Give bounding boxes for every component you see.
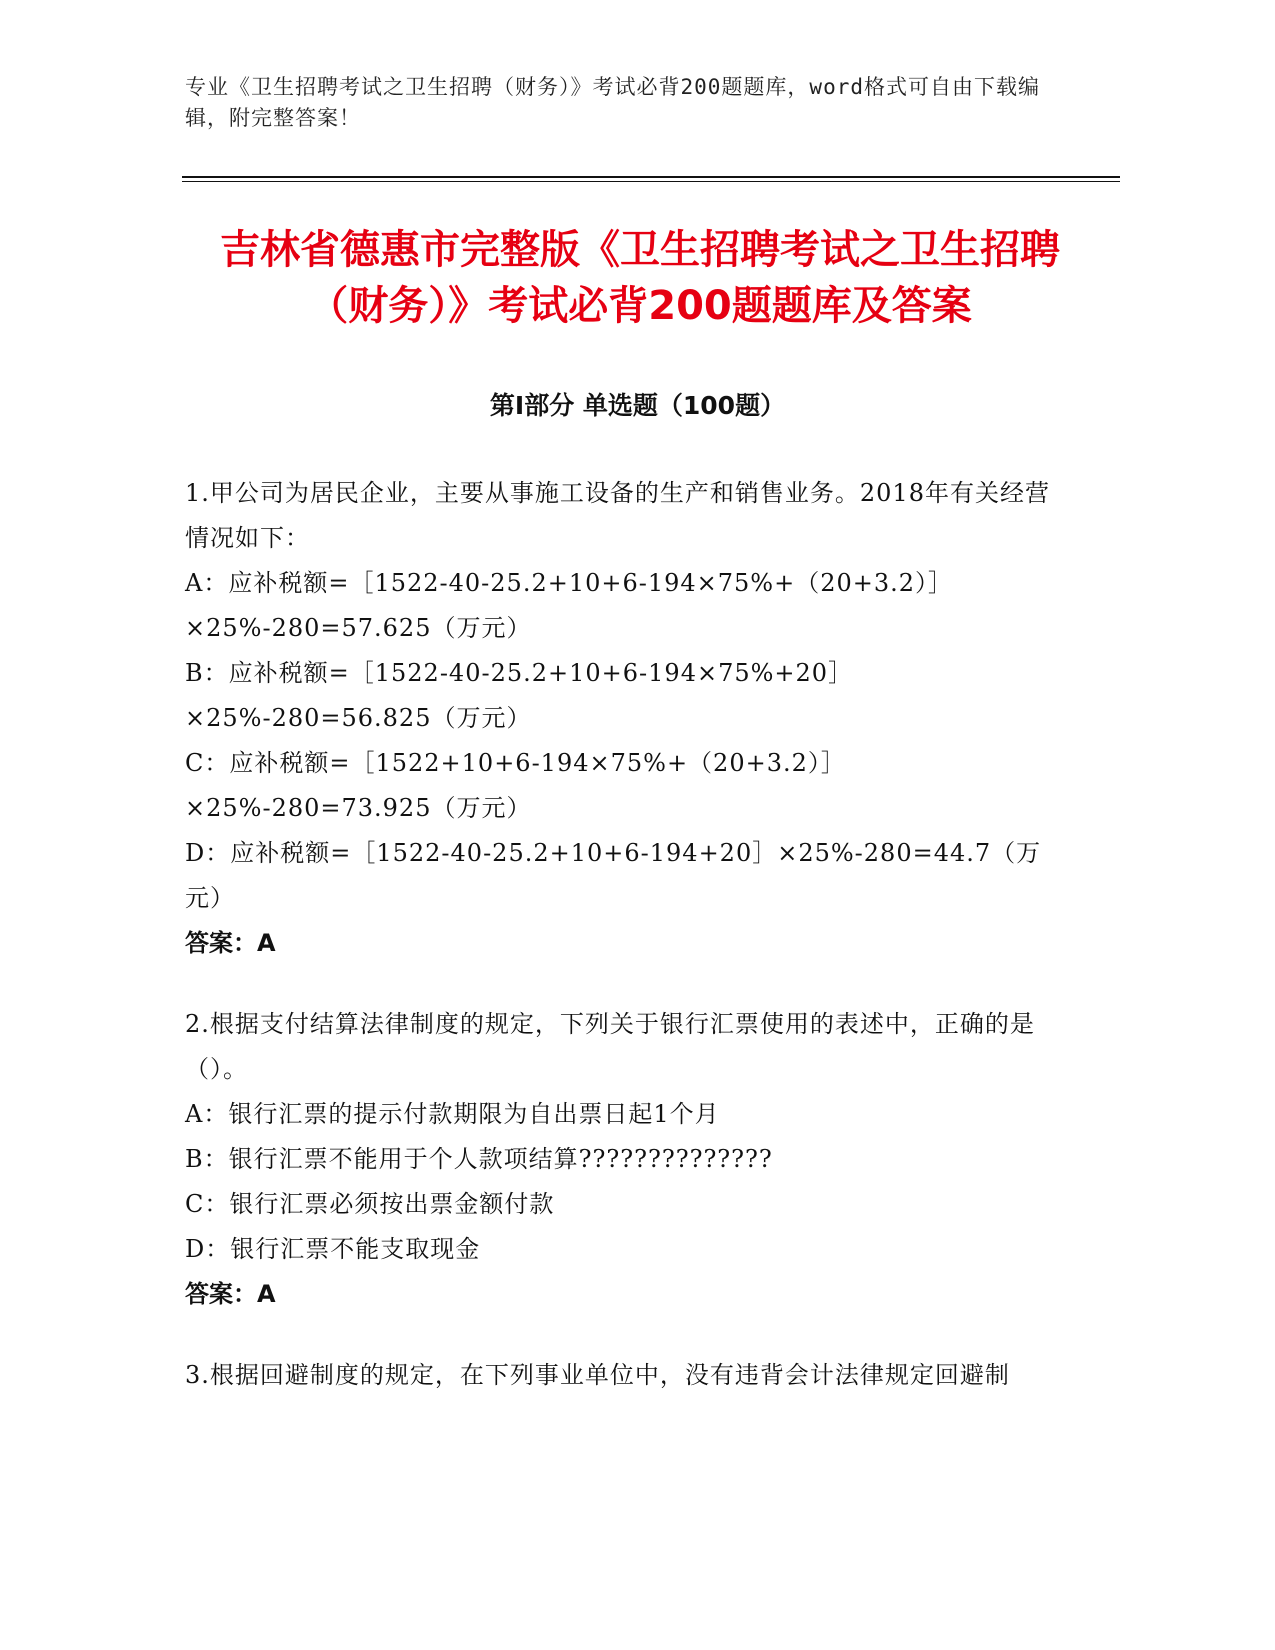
question-2 <box>185 1002 1065 1317</box>
question-list <box>185 471 1065 1434</box>
question-3 <box>185 1353 1065 1398</box>
option-a: A：银行汇票的提示付款期限为自出票日起1个月 <box>185 1100 720 1128</box>
header-note: 专业《卫生招聘考试之卫生招聘（财务）》考试必背200题题库，word格式可自由下载编辑，附完整答案！ <box>185 75 1040 130</box>
header-rule-thick <box>182 176 1120 178</box>
question-stem: 2.根据支付结算法律制度的规定，下列关于银行汇票使用的表述中，正确的是（）。 <box>185 1010 1035 1083</box>
option-b: B：应补税额=［1522-40-25.2+10+6-194×75%+20］×25%-280=56.825（万元） <box>185 659 854 732</box>
option-d: D：银行汇票不能支取现金 <box>185 1235 481 1263</box>
option-c: C：银行汇票必须按出票金额付款 <box>185 1190 555 1218</box>
section-title: 第Ⅰ部分 单选题（100题） <box>489 391 786 420</box>
option-c: C：应补税额=［1522+10+6-194×75%+（20+3.2）］×25%-280=73.925（万元） <box>185 749 846 822</box>
option-d: D：应补税额=［1522-40-25.2+10+6-194+20］×25%-280=44.7（万元） <box>185 839 1042 912</box>
answer: 答案：A <box>185 1280 276 1308</box>
question-1 <box>185 471 1065 966</box>
question-stem: 3.根据回避制度的规定，在下列事业单位中，没有违背会计法律规定回避制 <box>185 1361 1010 1389</box>
header-rule-thin <box>182 181 1120 182</box>
document-title: 吉林省德惠市完整版《卫生招聘考试之卫生招聘（财务）》考试必背200题题库及答案 <box>220 227 1060 329</box>
question-stem: 1.甲公司为居民企业，主要从事施工设备的生产和销售业务。2018年有关经营情况如下： <box>185 479 1050 552</box>
answer: 答案：A <box>185 929 276 957</box>
option-b: B：银行汇票不能用于个人款项结算?????????????? <box>185 1145 773 1173</box>
option-a: A：应补税额=［1522-40-25.2+10+6-194×75%+（20+3.2）］×25%-280=57.625（万元） <box>185 569 954 642</box>
